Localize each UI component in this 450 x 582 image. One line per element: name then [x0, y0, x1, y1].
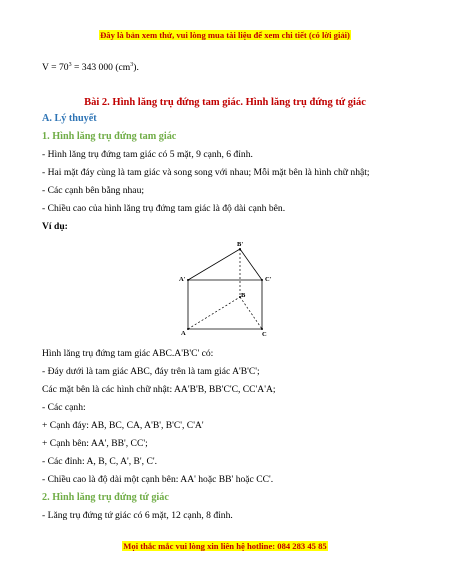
- bottom-banner-text: Mọi thắc mắc vui lòng xin liên hệ hotline: 084 283 45 85: [123, 541, 327, 551]
- example-line: - Các đỉnh: A, B, C, A', B', C'.: [42, 456, 157, 467]
- edge-a1-b1: [188, 249, 240, 280]
- edge-a-b: [188, 297, 240, 329]
- volume-unit-exponent: 3: [130, 61, 134, 68]
- section-title: Bài 2. Hình lăng trụ đứng tam giác. Hình lăng trụ đứng tứ giác: [84, 97, 366, 108]
- example-line: - Các cạnh:: [42, 402, 86, 413]
- example-line: Các mặt bên là các hình chữ nhật: AA'B'B, BB'C'C, CC'A'A;: [42, 384, 276, 395]
- vertex-c: [261, 328, 263, 330]
- list-item: - Lăng trụ đứng tứ giác có 6 mặt, 12 cạnh, 8 đỉnh.: [42, 510, 233, 521]
- label-a1: A': [179, 276, 186, 283]
- volume-line: [42, 62, 139, 74]
- vertex-c1: [261, 279, 263, 281]
- example-label: Ví dụ:: [42, 221, 68, 232]
- label-a: A: [181, 330, 186, 337]
- example-line: - Chiều cao là độ dài một cạnh bên: AA' hoặc BB' hoặc CC'.: [42, 474, 274, 485]
- label-b1: B': [237, 242, 244, 248]
- vertex-a1: [187, 279, 189, 281]
- volume-suffix: ).: [133, 62, 139, 73]
- volume-exponent: 3: [68, 61, 72, 68]
- example-line: Hình lăng trụ đứng tam giác ABC.A'B'C' có:: [42, 348, 214, 359]
- edge-b-c: [240, 297, 262, 329]
- example-line: + Cạnh bên: AA', BB', CC';: [42, 438, 148, 449]
- edge-b1-c1: [240, 249, 262, 280]
- top-banner-text: Đây là bản xem thử, vui lòng mua tài liệu để xem chi tiết (có lời giải): [100, 30, 350, 40]
- subheading-quadrilateral-prism: 2. Hình lăng trụ đứng tứ giác: [42, 492, 169, 503]
- list-item: - Hình lăng trụ đứng tam giác có 5 mặt, 9 cạnh, 6 đỉnh.: [42, 149, 253, 160]
- part-a-heading: A. Lý thuyết: [42, 113, 97, 124]
- vertex-a: [187, 328, 189, 330]
- list-item: - Chiều cao của hình lăng trụ đứng tam giác là độ dài cạnh bên.: [42, 203, 286, 214]
- bottom-banner: [0, 536, 450, 554]
- list-item: - Các cạnh bên bằng nhau;: [42, 185, 145, 196]
- top-banner: [0, 25, 450, 43]
- label-c1: C': [265, 276, 272, 283]
- list-item: - Hai mặt đáy cùng là tam giác và song song với nhau; Mỗi mặt bên là hình chữ nhật;: [42, 167, 370, 178]
- example-line: - Đáy dưới là tam giác ABC, đáy trên là tam giác A'B'C';: [42, 366, 260, 377]
- label-b: B: [241, 292, 246, 299]
- example-line: + Cạnh đáy: AB, BC, CA, A'B', B'C', C'A': [42, 420, 204, 431]
- subheading-triangular-prism: 1. Hình lăng trụ đứng tam giác: [42, 131, 177, 142]
- label-c: C: [262, 331, 267, 338]
- volume-prefix: V = 70: [42, 62, 69, 73]
- vertex-b1: [239, 248, 241, 250]
- volume-middle: = 343 000 (cm: [71, 62, 131, 73]
- triangular-prism-figure: [178, 242, 278, 342]
